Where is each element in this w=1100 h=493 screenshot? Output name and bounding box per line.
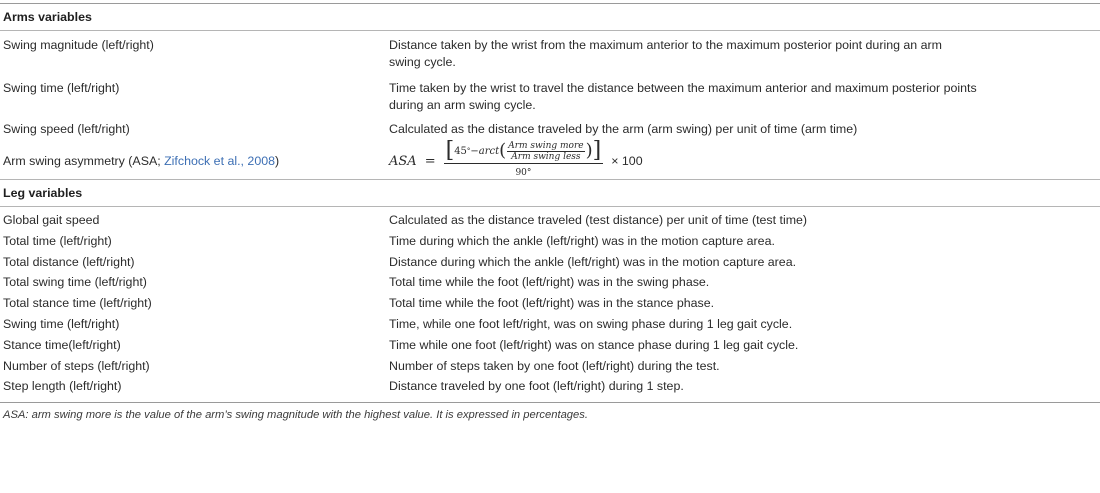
definition-cell: Total time while the foot (left/right) was in the swing phase. xyxy=(389,275,710,290)
asa-variable-suffix: ) xyxy=(275,153,280,168)
definition-cell: Number of steps taken by one foot (left/right) during the test. xyxy=(389,358,720,373)
table-row xyxy=(0,316,1100,337)
definition-cell xyxy=(389,80,1100,114)
formula-equals: = xyxy=(424,153,436,169)
table-row xyxy=(0,233,1100,254)
arms-header-text: Arms variables xyxy=(3,10,92,24)
table-row xyxy=(0,80,1100,116)
definition-cell: Time while one foot (left/right) was on stance phase during 1 leg gait cycle. xyxy=(389,337,799,352)
definition-line: during an arm swing cycle. xyxy=(389,98,536,112)
variable-cell: Global gait speed xyxy=(3,213,100,227)
definition-line: Calculated as the distance traveled by the arm (arm swing) per unit of time (arm time) xyxy=(389,122,858,136)
definition-cell: Time during which the ankle (left/right) was in the motion capture area. xyxy=(389,233,775,248)
formula-numerator xyxy=(444,140,604,164)
variable-cell: Total time (left/right) xyxy=(3,233,112,248)
formula-lhs: ASA xyxy=(389,153,417,169)
formula-arct: −arct xyxy=(470,145,500,157)
table-row xyxy=(0,358,1100,379)
legs-header-rule xyxy=(0,206,1100,207)
definition-cell xyxy=(389,140,1100,182)
formula-times: × 100 xyxy=(611,153,643,168)
bottom-rule xyxy=(0,402,1100,403)
definition-cell: Distance during which the ankle (left/right) was in the motion capture area. xyxy=(389,254,797,269)
inner-numerator: Arm swing more xyxy=(508,140,584,151)
definition-cell xyxy=(389,121,1100,138)
definition-cell: Time, while one foot left/right, was on swing phase during 1 leg gait cycle. xyxy=(389,316,793,331)
table-row xyxy=(0,37,1100,73)
table-row xyxy=(0,274,1100,295)
formula-fraction xyxy=(444,140,604,182)
inner-denominator: Arm swing less xyxy=(511,151,581,162)
legs-header-text: Leg variables xyxy=(3,186,83,200)
inner-fraction xyxy=(507,141,584,162)
asa-variable-text: Arm swing asymmetry (ASA; xyxy=(3,153,165,168)
variable-cell: Total distance (left/right) xyxy=(3,254,135,269)
paren-open: ( xyxy=(499,140,507,161)
arms-header-rule xyxy=(0,30,1100,31)
paren-close: ) xyxy=(585,140,593,161)
variable-cell: Swing time (left/right) xyxy=(3,316,120,331)
definition-line: swing cycle. xyxy=(389,55,456,69)
variable-cell: Step length (left/right) xyxy=(3,379,122,394)
bracket-close: ] xyxy=(592,138,602,163)
citation-link[interactable]: Zifchock et al., 2008 xyxy=(164,153,275,168)
table-row xyxy=(0,378,1100,399)
formula-denominator: 90° xyxy=(515,168,532,178)
table-row xyxy=(0,138,1100,179)
table-row xyxy=(0,337,1100,358)
table-row xyxy=(0,254,1100,275)
variable-cell: Number of steps (left/right) xyxy=(3,358,150,373)
table-row xyxy=(0,212,1100,233)
variable-cell xyxy=(0,153,389,170)
bracket-open: [ xyxy=(445,138,455,163)
table-row xyxy=(0,121,1100,141)
definition-cell: Total time while the foot (left/right) was in the stance phase. xyxy=(389,296,715,311)
table-row xyxy=(0,295,1100,316)
definition-line: Distance taken by the wrist from the maximum anterior to the maximum posterior point during an arm xyxy=(389,38,942,52)
definition-line: Time taken by the wrist to travel the distance between the maximum anterior and maximum posterior points xyxy=(389,81,977,95)
variable-cell: Swing speed (left/right) xyxy=(3,122,130,136)
table-footnote: ASA: arm swing more is the value of the arm’s swing magnitude with the highest value. It is expressed in percentages. xyxy=(3,409,588,422)
variable-cell: Stance time(left/right) xyxy=(3,337,121,352)
definition-cell: Calculated as the distance traveled (test distance) per unit of time (test time) xyxy=(389,213,808,227)
definition-cell: Distance traveled by one foot (left/right) during 1 step. xyxy=(389,379,684,394)
variable-cell: Swing time (left/right) xyxy=(3,81,120,95)
arms-section-header xyxy=(0,4,1100,30)
degree-sign: ° xyxy=(466,146,471,155)
variable-cell: Total stance time (left/right) xyxy=(3,296,152,311)
variable-cell: Swing magnitude (left/right) xyxy=(3,38,154,52)
legs-rows xyxy=(0,212,1100,399)
variables-table xyxy=(0,3,1100,422)
legs-section-header xyxy=(0,180,1100,206)
definition-cell xyxy=(389,37,1100,71)
asa-formula xyxy=(389,140,1092,182)
formula-angle: 45 xyxy=(454,145,467,157)
variable-cell: Total swing time (left/right) xyxy=(3,275,147,290)
